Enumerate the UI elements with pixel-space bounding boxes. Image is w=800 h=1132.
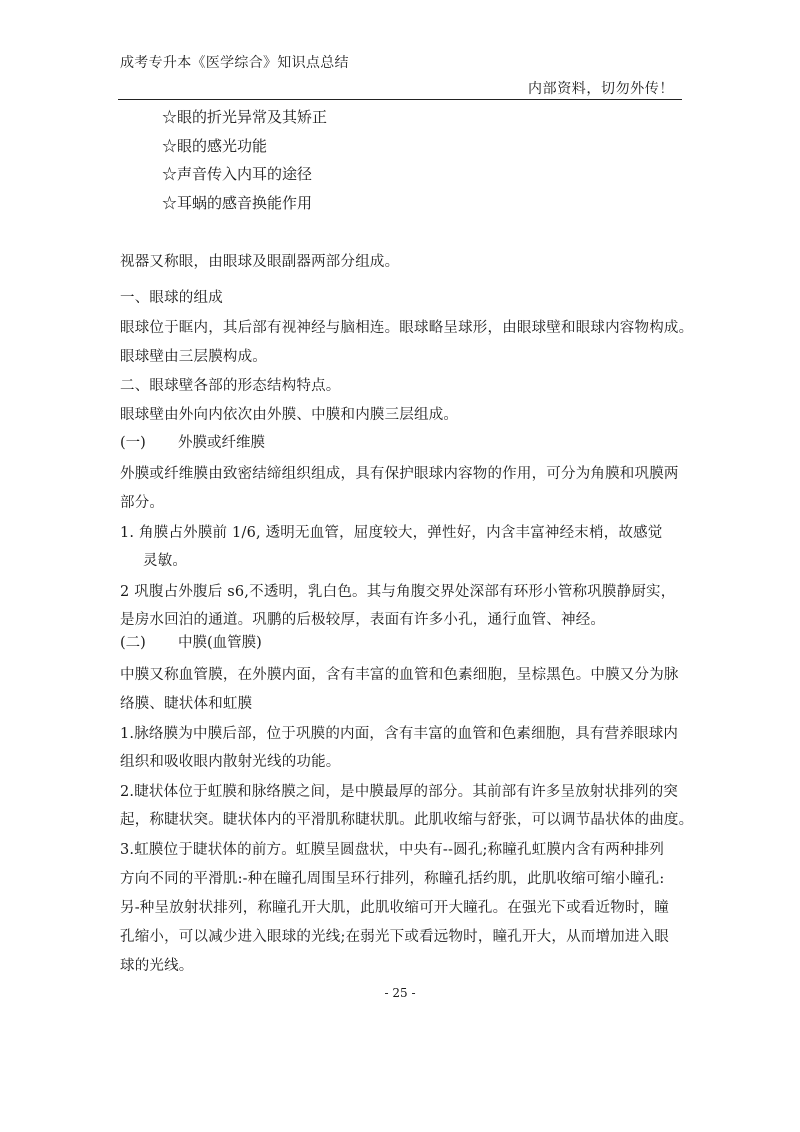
paragraph-line: 部分。 [120, 495, 165, 511]
list-item-ciliary-body: 2.睫状体位于虹膜和脉络膜之间，是中膜最厚的部分。其前部有许多呈放射状排列的突 [120, 784, 679, 800]
list-item-sclera: 2 巩腹占外腹后 s6,不透明，乳白色。其与角腹交界处深部有环形小管称巩膜静厨实， [120, 584, 676, 600]
list-item-choroid: 1.脉络膜为中膜后部，位于巩膜的内面，含有丰富的血管和色素细胞，具有营养眼球内 [120, 726, 679, 742]
outline-item: ☆眼的感光功能 [162, 137, 268, 155]
heading-eyeball-wall: 二、眼球壁各部的形态结构特点。 [120, 378, 341, 394]
section-heading-middle-layer [120, 631, 262, 652]
heading-eyeball-composition: 一、眼球的组成 [120, 290, 223, 306]
outline-item: ☆耳蜗的感音换能作用 [162, 194, 313, 212]
list-item-continuation: 球的光线。 [120, 958, 194, 974]
section-title: 中膜(血管膜) [178, 635, 262, 651]
paragraph-line: 络膜、睫状体和虹膜 [120, 696, 253, 712]
outline-item: ☆眼的折光异常及其矫正 [162, 108, 328, 126]
list-item-continuation: 孔缩小，可以减少进入眼球的光线;在弱光下或看远物时，瞳孔开大，从而增加进入眼 [120, 929, 669, 945]
list-item-continuation: 另-种呈放射状排列，称瞳孔开大肌，此肌收缩可开大瞳孔。在强光下或看近物时，瞳 [120, 900, 669, 916]
outline-item: ☆声音传入内耳的途径 [162, 165, 313, 183]
paragraph-line: 中膜又称血管膜，在外膜内面，含有丰富的血管和色素细胞，呈棕黑色。中膜又分为脉 [120, 667, 679, 683]
section-number: (二) [120, 635, 146, 651]
list-item-continuation: 方向不同的平滑肌:-种在瞳孔周围呈环行排列，称瞳孔括约肌，此肌收缩可缩小瞳孔: [120, 871, 665, 887]
header-title: 成考专升本《医学综合》知识点总结 [120, 55, 349, 71]
paragraph-line: 眼球壁由外向内依次由外膜、中膜和内膜三层组成。 [120, 407, 459, 423]
header-divider [118, 99, 682, 100]
header-notice: 内部资料，切勿外传！ [528, 81, 674, 97]
list-item-continuation: 灵敏。 [143, 553, 188, 569]
list-item-continuation: 是房水回泊的通道。巩鹏的后极较厚，表面有许多小孔，通行血管、神经。 [120, 612, 606, 628]
paragraph-line: 眼球位于眶内，其后部有视神经与脑相连。眼球略呈球形，由眼球壁和眼球内容物构成。 [120, 320, 694, 336]
paragraph-line: 外膜或纤维膜由致密结缔组织组成，具有保护眼球内容物的作用，可分为角膜和巩膜两 [120, 466, 679, 482]
paragraph-line: 眼球壁由三层膜构成。 [120, 349, 267, 365]
list-item-iris: 3.虹膜位于睫状体的前方。虹膜呈圆盘状，中央有--圆孔;称瞳孔虹膜内含有两种排列 [120, 842, 665, 858]
list-item-continuation: 起，称睫状突。睫状体内的平滑肌称睫状肌。此肌收缩与舒张，可以调节晶状体的曲度。 [120, 812, 694, 828]
section-heading-outer-layer [120, 431, 265, 452]
section-number: (一) [120, 435, 146, 451]
list-item-continuation: 组织和吸收眼内散射光线的功能。 [120, 754, 341, 770]
intro-paragraph: 视器又称眼，由眼球及眼副器两部分组成。 [120, 254, 400, 270]
page-number: - 25 - [384, 986, 416, 1000]
section-title: 外膜或纤维膜 [178, 435, 265, 451]
list-item-cornea: 1. 角膜占外膜前 1/6, 透明无血管，屈度较大，弹性好，内含丰富神经末梢，故感觉 [120, 525, 663, 541]
